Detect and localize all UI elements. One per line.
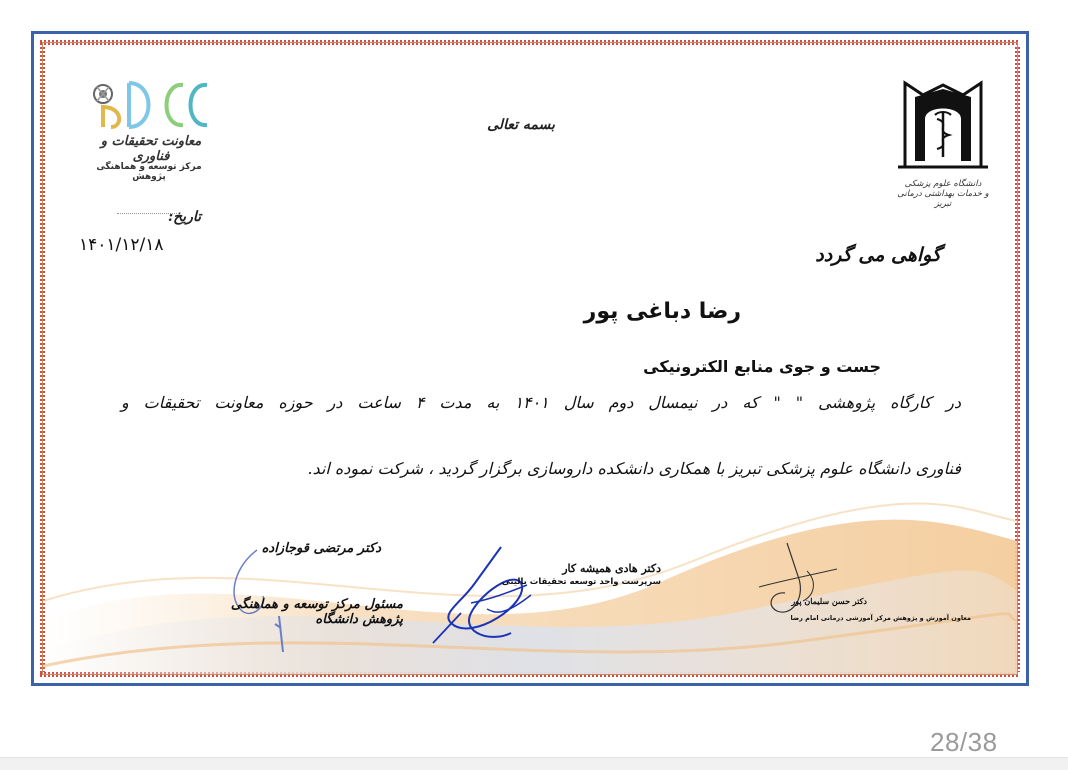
certificate-page [31,31,1029,686]
signature-3-scribble [751,541,841,621]
university-emblem-icon [893,75,993,179]
date-value: ۱۴۰۱/۱۲/۱۸ [79,235,164,255]
university-caption [893,179,993,209]
date-dotted-line [117,213,177,214]
signature-2-scribble [431,543,541,648]
signature-3-title: معاون آموزش و پژوهش مرکز آموزشی درمانی امام رضا [790,614,971,622]
university-caption-line1: دانشگاه علوم پزشکی [904,179,982,189]
recipient-name: رضا دباغی پور [583,299,741,324]
viewer-bottom-bar [0,757,1068,770]
signature-2-name: دکتر هادی همیشه کار [562,562,661,575]
university-caption-line2: و خدمات بهداشتی درمانی تبریز [897,189,989,209]
rdcc-subtitle: مرکز توسعه و هماهنگی پژوهش [96,162,202,182]
date-label: تاریخ: [167,209,201,225]
page-counter: 28/38 [930,727,998,757]
certificate-body-line-1: در کارگاه پژوهشی " " که در نیمسال دوم سال ۱۴۰۱ به مدت ۴ ساعت در حوزه معاونت تحقیقات و [121,393,962,412]
signature-3-name: دکتر حسن سلیمان پور [791,596,867,606]
signature-1-title: مسئول مرکز توسعه و هماهنگی پژوهش دانشگاه [230,597,403,627]
basmala-heading: بسمه تعالی [487,117,555,133]
signature-1-name: دکتر مرتضی قوجازاده [261,541,381,556]
certifies-heading: گواهی می گردد [815,244,941,266]
signature-2-title: سرپرست واحد توسعه تحقیقات بالینی [501,577,661,587]
workshop-title: جست و جوی منابع الکترونیکی [643,357,881,376]
rdcc-title: معاونت تحقیقات و فناوری [100,134,202,164]
university-emblem [893,75,993,209]
rdcc-logo [83,75,213,193]
rdcc-logo-mark [89,77,209,133]
certificate-body-line-2: فناوری دانشگاه علوم پزشکی تبریز با همکاری دانشکده داروسازی برگزار گردید ، شرکت نموده اند. [307,459,961,478]
